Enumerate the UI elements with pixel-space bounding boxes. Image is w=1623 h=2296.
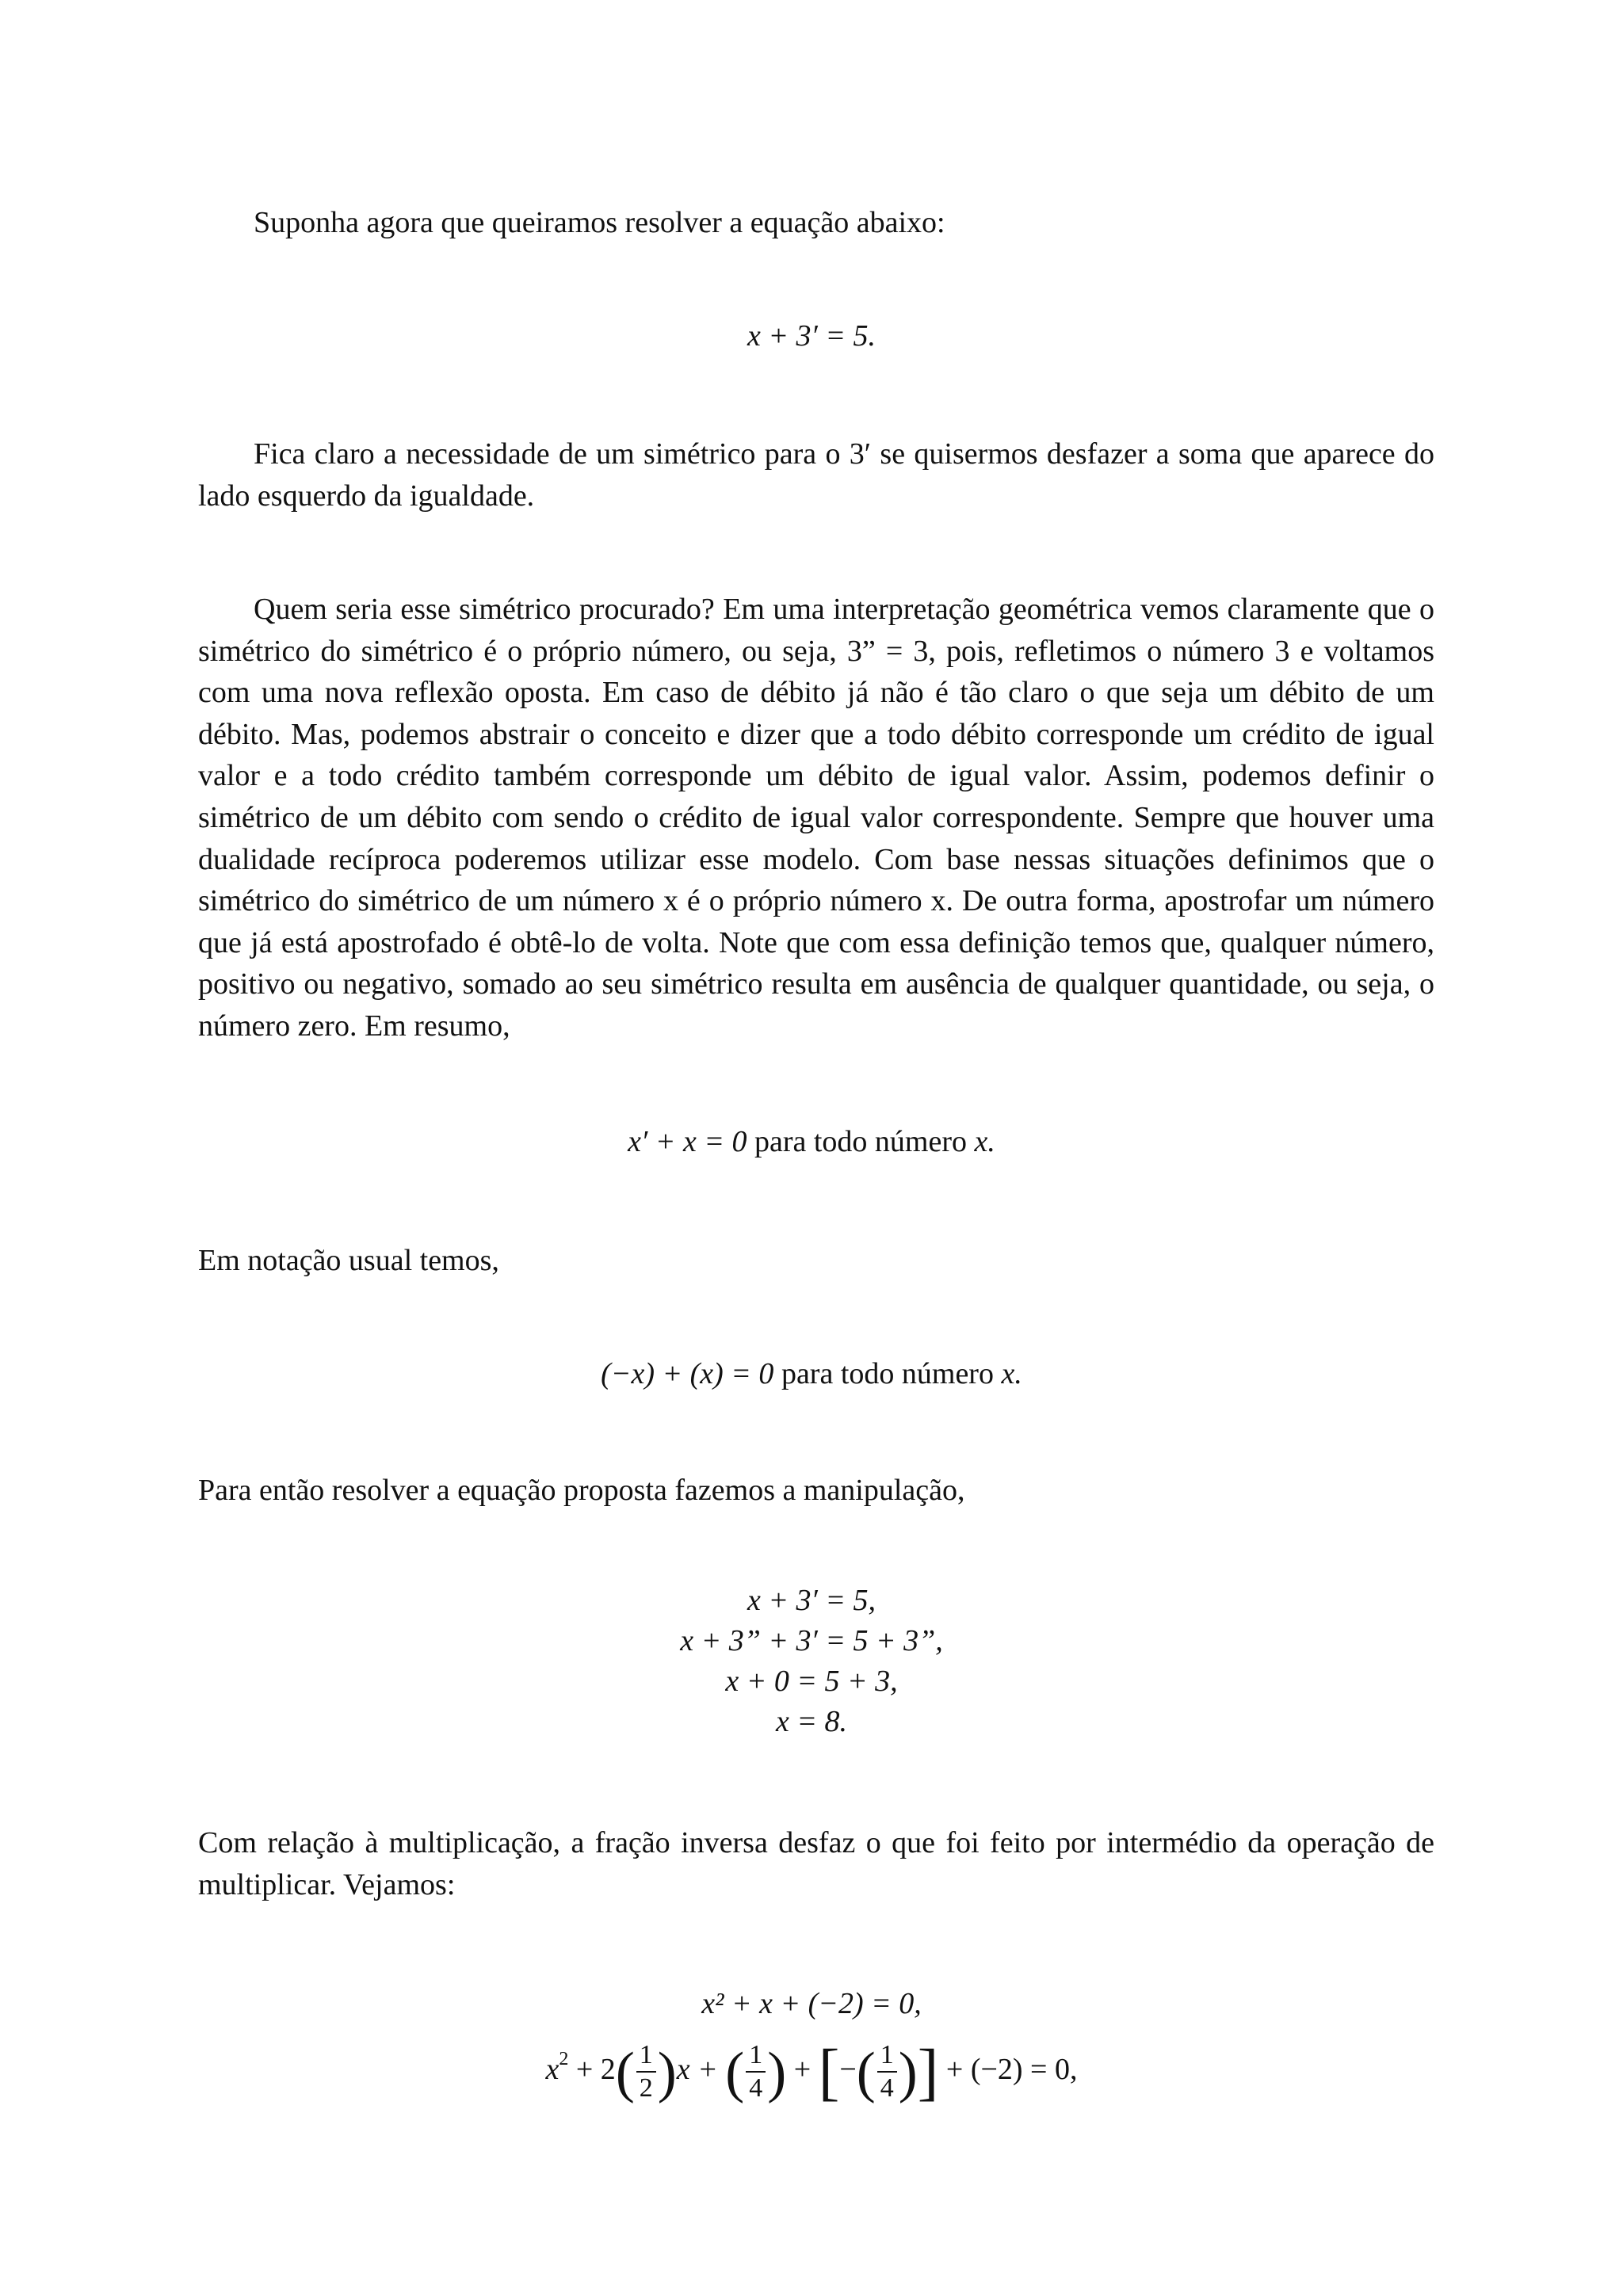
- eq5-close-paren: ): [767, 2040, 787, 2104]
- equation-5-line-2: [0, 2037, 1623, 2107]
- fraction-denominator: 4: [749, 2073, 763, 2103]
- equation-2-var: x.: [974, 1125, 995, 1158]
- equation-block: [0, 1581, 1623, 1742]
- eq5-open-paren: (: [615, 2040, 635, 2104]
- equation-block-line: x + 3” + 3′ = 5 + 3”,: [680, 1624, 943, 1657]
- eq5-close-paren: ): [898, 2040, 918, 2104]
- equation-3-var: x.: [1001, 1357, 1022, 1390]
- fraction-one-quarter: [746, 2039, 766, 2104]
- fraction-numerator: 1: [877, 2039, 897, 2073]
- equation-3-math: (−x) + (x) = 0: [601, 1357, 774, 1390]
- eq5-exponent: 2: [559, 2049, 569, 2069]
- equation-3-text: para todo número: [773, 1357, 1002, 1390]
- eq5-plus-two: + 2: [568, 2053, 616, 2086]
- fraction-denominator: 4: [880, 2073, 894, 2103]
- eq5-open-paren: (: [725, 2040, 745, 2104]
- equation-block-line: x = 8.: [775, 1705, 847, 1738]
- eq5-close-bracket: ]: [917, 2037, 939, 2107]
- eq5-term-x: x: [545, 2053, 559, 2086]
- equation-3: [0, 1353, 1623, 1395]
- equation-2-text: para todo número: [747, 1125, 975, 1158]
- paragraph-intro: Suponha agora que queiramos resolver a equação abaixo:: [254, 206, 945, 239]
- eq5-open-paren: (: [856, 2040, 876, 2104]
- paragraph-manipulation: Para então resolver a equação proposta fazemos a manipulação,: [198, 1474, 965, 1507]
- equation-2-math: x′ + x = 0: [628, 1125, 747, 1158]
- fraction-one-quarter-negated: [877, 2039, 897, 2104]
- eq5-close-paren: ): [657, 2040, 677, 2104]
- paragraph-symmetric-definition: Quem seria esse simétrico procurado? Em uma interpretação geométrica vemos claramente que o simétrico do simétrico é o próprio número, ou seja, 3” = 3, pois, refletimos o número 3 e voltamos com uma nova reflexão oposta. Em caso de débito já não é tão claro o que seja um débito de um débito. Mas, podemos abstrair o conceito e dizer que a todo débito corresponde um crédito de igual valor e a todo crédito também corresponde um débito de igual valor. Assim, podemos definir o simétrico de um débito com sendo o crédito de igual valor correspondente. Sempre que houver uma dualidade recíproca poderemos utilizar esse modelo. Com base nessas situações definimos que o simétrico do simétrico de um número x é o próprio número x. De outra forma, apostrofar um número que já está apostrofado é obtê-lo de volta. Note que com essa definição temos que, qualquer número, positivo ou negativo, somado ao seu simétrico resulta em ausência de qualquer quantidade, ou seja, o número zero. Em resumo,: [198, 593, 1434, 1043]
- equation-block-line: x + 3′ = 5,: [747, 1584, 876, 1617]
- eq5-minus: −: [839, 2053, 857, 2086]
- eq5-plus: +: [786, 2053, 819, 2086]
- fraction-numerator: 1: [746, 2039, 766, 2073]
- paragraph-multiplication: Com relação à multiplicação, a fração inversa desfaz o que foi feito por intermédio da operação de multiplicar. Vejamos:: [198, 1826, 1434, 1901]
- equation-1: x + 3′ = 5.: [747, 319, 876, 353]
- equation-5-line-1: x² + x + (−2) = 0,: [701, 1987, 922, 2020]
- paragraph-symmetric-need: Fica claro a necessidade de um simétrico para o 3′ se quisermos desfazer a soma que aparece do lado esquerdo da igualdade.: [198, 437, 1434, 513]
- eq5-x-plus: x +: [676, 2053, 726, 2086]
- eq5-tail: + (−2) = 0,: [938, 2053, 1078, 2086]
- fraction-denominator: 2: [639, 2073, 653, 2103]
- paragraph-usual-notation: Em notação usual temos,: [198, 1244, 499, 1277]
- eq5-open-bracket: [: [818, 2037, 840, 2107]
- equation-block-line: x + 0 = 5 + 3,: [725, 1665, 898, 1698]
- fraction-numerator: 1: [636, 2039, 656, 2073]
- fraction-one-half: [636, 2039, 656, 2104]
- equation-2: [0, 1121, 1623, 1163]
